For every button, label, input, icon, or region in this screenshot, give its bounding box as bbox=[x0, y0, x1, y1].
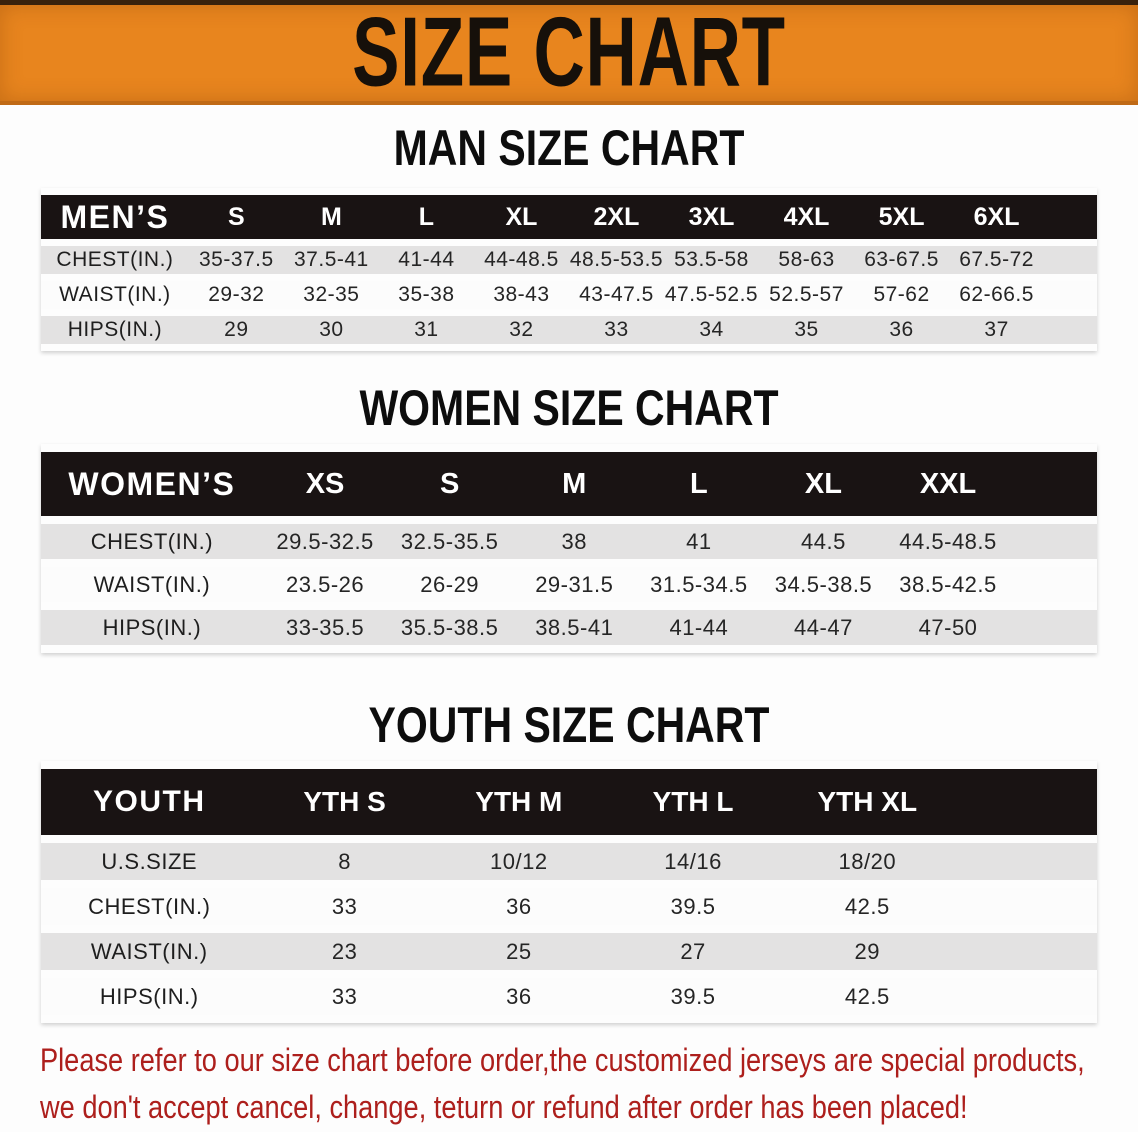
row-label: U.S.SIZE bbox=[41, 843, 257, 880]
women-chest-row bbox=[41, 524, 1097, 559]
row-spacer bbox=[1044, 246, 1097, 274]
youth-chest-row bbox=[41, 888, 1097, 925]
row-label: WAIST(IN.) bbox=[41, 567, 263, 602]
row-spacer bbox=[1044, 281, 1097, 309]
youth-col-header: YTH M bbox=[432, 769, 606, 835]
women-col-header: S bbox=[387, 452, 512, 516]
size-value-cell: 34 bbox=[664, 316, 759, 344]
size-value-cell: 37.5-41 bbox=[284, 246, 379, 274]
men-waist-row bbox=[41, 281, 1097, 309]
size-value-cell: 8 bbox=[257, 843, 431, 880]
size-value-cell: 47-50 bbox=[886, 610, 1011, 645]
page-title: SIZE CHART bbox=[352, 0, 786, 108]
size-value-cell: 14/16 bbox=[606, 843, 780, 880]
size-value-cell: 31.5-34.5 bbox=[637, 567, 762, 602]
women-col-header: XL bbox=[761, 452, 886, 516]
youth-col-header: YTH S bbox=[257, 769, 431, 835]
women-col-header: M bbox=[512, 452, 637, 516]
disclaimer bbox=[0, 1023, 1138, 1131]
men-col-header: 3XL bbox=[664, 195, 759, 239]
size-value-cell: 43-47.5 bbox=[569, 281, 664, 309]
men-col-header: 4XL bbox=[759, 195, 854, 239]
size-value-cell: 32 bbox=[474, 316, 569, 344]
size-value-cell: 38.5-41 bbox=[512, 610, 637, 645]
row-label: CHEST(IN.) bbox=[41, 246, 189, 274]
size-value-cell: 41 bbox=[637, 524, 762, 559]
size-value-cell: 37 bbox=[949, 316, 1044, 344]
men-col-header: M bbox=[284, 195, 379, 239]
youth-col-header: YTH L bbox=[606, 769, 780, 835]
men-col-header: S bbox=[189, 195, 284, 239]
women-col-header: L bbox=[637, 452, 762, 516]
youth-section-heading: YOUTH SIZE CHART bbox=[368, 697, 770, 753]
size-value-cell: 67.5-72 bbox=[949, 246, 1044, 274]
size-value-cell: 39.5 bbox=[606, 888, 780, 925]
size-value-cell: 62-66.5 bbox=[949, 281, 1044, 309]
row-label: CHEST(IN.) bbox=[41, 888, 257, 925]
size-value-cell: 29 bbox=[189, 316, 284, 344]
size-value-cell: 48.5-53.5 bbox=[569, 246, 664, 274]
women-table-label: WOMEN’S bbox=[41, 452, 263, 516]
size-value-cell: 29-31.5 bbox=[512, 567, 637, 602]
size-value-cell: 63-67.5 bbox=[854, 246, 949, 274]
men-section-heading: MAN SIZE CHART bbox=[393, 120, 745, 176]
men-header-row bbox=[41, 195, 1097, 239]
women-waist-row bbox=[41, 567, 1097, 602]
size-value-cell: 35 bbox=[759, 316, 854, 344]
youth-header-row bbox=[41, 769, 1097, 835]
row-spacer bbox=[954, 888, 1097, 925]
size-value-cell: 36 bbox=[432, 888, 606, 925]
size-value-cell: 29.5-32.5 bbox=[263, 524, 388, 559]
row-spacer bbox=[1010, 610, 1097, 645]
youth-size-table bbox=[41, 761, 1097, 1023]
size-value-cell: 33 bbox=[569, 316, 664, 344]
size-value-cell: 33 bbox=[257, 978, 431, 1015]
men-col-header: 5XL bbox=[854, 195, 949, 239]
header-spacer bbox=[1044, 195, 1097, 239]
disclaimer-line-1: Please refer to our size chart before order,the customized jerseys are special products, bbox=[40, 1042, 1085, 1078]
youth-waist-row bbox=[41, 933, 1097, 970]
men-col-header: 6XL bbox=[949, 195, 1044, 239]
size-value-cell: 38 bbox=[512, 524, 637, 559]
size-value-cell: 33-35.5 bbox=[263, 610, 388, 645]
size-value-cell: 30 bbox=[284, 316, 379, 344]
men-col-header: L bbox=[379, 195, 474, 239]
row-label: HIPS(IN.) bbox=[41, 316, 189, 344]
size-value-cell: 44.5-48.5 bbox=[886, 524, 1011, 559]
size-value-cell: 57-62 bbox=[854, 281, 949, 309]
women-header-row bbox=[41, 452, 1097, 516]
header-spacer bbox=[954, 769, 1097, 835]
banner bbox=[0, 0, 1138, 108]
women-col-header: XS bbox=[263, 452, 388, 516]
size-value-cell: 52.5-57 bbox=[759, 281, 854, 309]
size-value-cell: 42.5 bbox=[780, 888, 954, 925]
size-value-cell: 35-38 bbox=[379, 281, 474, 309]
size-value-cell: 29-32 bbox=[189, 281, 284, 309]
header-spacer bbox=[1010, 452, 1097, 516]
size-value-cell: 41-44 bbox=[637, 610, 762, 645]
row-label: WAIST(IN.) bbox=[41, 933, 257, 970]
size-value-cell: 35-37.5 bbox=[189, 246, 284, 274]
size-value-cell: 42.5 bbox=[780, 978, 954, 1015]
row-label: WAIST(IN.) bbox=[41, 281, 189, 309]
row-label: HIPS(IN.) bbox=[41, 978, 257, 1015]
row-spacer bbox=[1010, 567, 1097, 602]
size-value-cell: 10/12 bbox=[432, 843, 606, 880]
size-value-cell: 44.5 bbox=[761, 524, 886, 559]
size-value-cell: 25 bbox=[432, 933, 606, 970]
men-section bbox=[41, 121, 1097, 351]
size-value-cell: 36 bbox=[432, 978, 606, 1015]
size-value-cell: 35.5-38.5 bbox=[387, 610, 512, 645]
size-value-cell: 34.5-38.5 bbox=[761, 567, 886, 602]
row-spacer bbox=[954, 933, 1097, 970]
size-value-cell: 27 bbox=[606, 933, 780, 970]
row-label: CHEST(IN.) bbox=[41, 524, 263, 559]
size-value-cell: 38-43 bbox=[474, 281, 569, 309]
size-value-cell: 18/20 bbox=[780, 843, 954, 880]
size-value-cell: 23.5-26 bbox=[263, 567, 388, 602]
size-value-cell: 41-44 bbox=[379, 246, 474, 274]
size-value-cell: 36 bbox=[854, 316, 949, 344]
youth-hips-row bbox=[41, 978, 1097, 1015]
youth-col-header: YTH XL bbox=[780, 769, 954, 835]
row-label: HIPS(IN.) bbox=[41, 610, 263, 645]
youth-section bbox=[41, 698, 1097, 1023]
men-table-label: MEN’S bbox=[41, 195, 189, 239]
row-spacer bbox=[1044, 316, 1097, 344]
size-value-cell: 32.5-35.5 bbox=[387, 524, 512, 559]
row-spacer bbox=[954, 978, 1097, 1015]
men-col-header: XL bbox=[474, 195, 569, 239]
men-col-header: 2XL bbox=[569, 195, 664, 239]
men-hips-row bbox=[41, 316, 1097, 344]
size-value-cell: 38.5-42.5 bbox=[886, 567, 1011, 602]
size-value-cell: 44-48.5 bbox=[474, 246, 569, 274]
size-value-cell: 53.5-58 bbox=[664, 246, 759, 274]
men-size-table bbox=[41, 188, 1097, 351]
women-section-heading: WOMEN SIZE CHART bbox=[359, 380, 779, 436]
women-size-table bbox=[41, 444, 1097, 653]
youth-ussize-row bbox=[41, 843, 1097, 880]
row-spacer bbox=[954, 843, 1097, 880]
size-value-cell: 26-29 bbox=[387, 567, 512, 602]
size-value-cell: 33 bbox=[257, 888, 431, 925]
men-chest-row bbox=[41, 246, 1097, 274]
women-hips-row bbox=[41, 610, 1097, 645]
youth-table-label: YOUTH bbox=[41, 769, 257, 835]
size-value-cell: 31 bbox=[379, 316, 474, 344]
content bbox=[0, 121, 1138, 1023]
row-spacer bbox=[1010, 524, 1097, 559]
size-value-cell: 29 bbox=[780, 933, 954, 970]
size-value-cell: 44-47 bbox=[761, 610, 886, 645]
size-value-cell: 23 bbox=[257, 933, 431, 970]
size-value-cell: 58-63 bbox=[759, 246, 854, 274]
size-value-cell: 32-35 bbox=[284, 281, 379, 309]
women-col-header: XXL bbox=[886, 452, 1011, 516]
size-value-cell: 39.5 bbox=[606, 978, 780, 1015]
size-value-cell: 47.5-52.5 bbox=[664, 281, 759, 309]
women-section bbox=[41, 381, 1097, 653]
disclaimer-line-2: we don't accept cancel, change, teturn or refund after order has been placed! bbox=[40, 1089, 968, 1125]
